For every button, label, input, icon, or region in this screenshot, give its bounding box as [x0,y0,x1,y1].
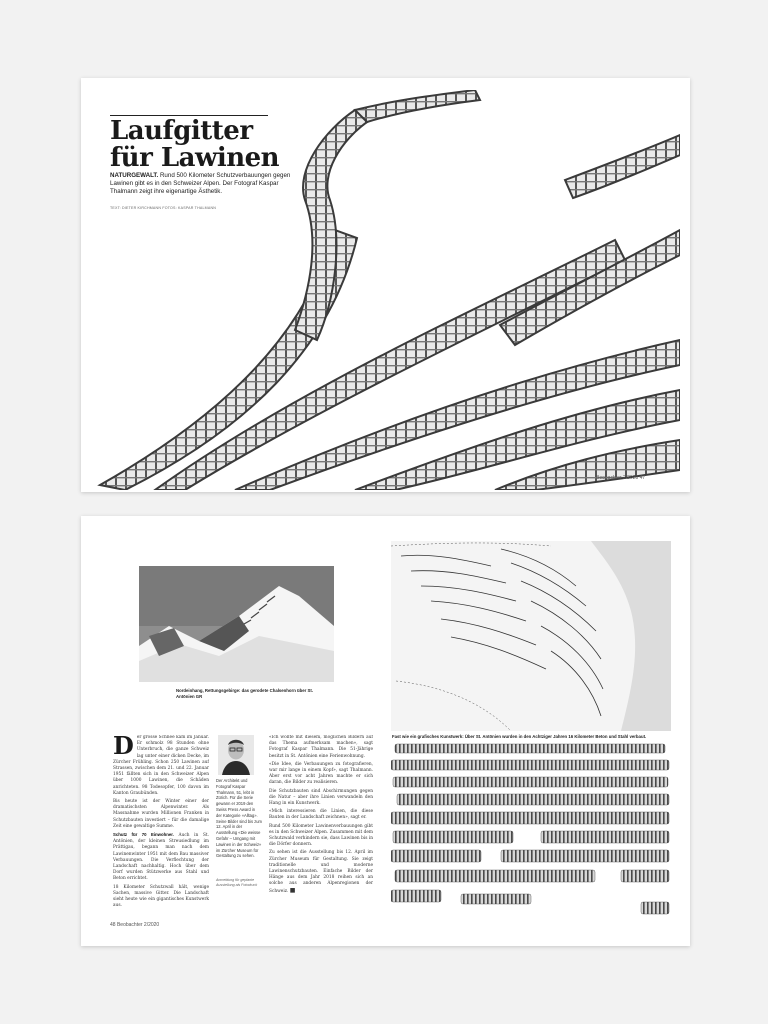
headline-line-1: Laufgitter [110,116,253,146]
author-bio: Der Architekt und Fotograf Kaspar Thalmann, 51, lebt in Zürich. Für die Serie gewann er 2019 den Swiss Press Award in der Kategorie «Alltag». Seine Bilder sind bis zum 12. April in der Ausstellung «Die weisse Gefahr – Umgang mit Lawinen in der Schweiz» im Zürcher Museum für Gestaltung zu sehen. [216,778,262,859]
author-portrait [218,735,254,775]
caption-mountain-photo: Nordeinhang, Rettungsgebirge: das gerodete Chalsenhorn über St. Antönien GR [176,688,314,699]
dropcap: D [113,735,134,760]
article-column-2 [269,735,373,921]
mountain-photo [139,566,334,682]
article-paragraph: Bis heute ist der Winter einer der dramatischsten Alpenwinter. Als Massnahme wurden Millionen Franken in Schutzbauten investiert – für die damalige Zeit eine gewaltige Summe. [113,799,209,829]
caption-snowfield-photo: Fast wie ein grafisches Kunstwerk: Über St. Antönien wurden in den Achtziger Jahren 16 Kilometer Beton und Stahl verbaut. [392,734,647,739]
article-paragraph [269,850,373,894]
article-paragraph: «Ich wollte mit diesem, möglichen Bildern auf das Thema aufmerksam machen», sagt Fotograf Kaspar Thalmann. Die 51-Jährige besitzt in St. Antönien eine Ferienwohnung. [269,735,373,759]
article-paragraph [113,832,209,883]
article-paragraph [113,735,209,797]
byline-credit: TEXT: DIETER KIRCHMANN FOTOS: KASPAR THALMANN [110,206,217,210]
article-paragraph: «Mich interessieren die Linien, die diese Bauten in der Landschaft zeichnen», sagt er. [269,809,373,821]
page-folio-bottom: 48 Beobachter 2/2020 [110,922,160,928]
headline-line-2: für Lawinen [110,143,280,173]
author-bio-note: Anmeldung für geplante Ausstellung als Fotodruck [216,878,258,887]
lead-paragraph [110,172,300,196]
article-text: er grosse Schnee kam im Januar. Er schmolz 98 Stunden ohne Unterbruch, die ganze Schweiz lag unter einer dicken Decke, im Zürcher Frühling. Schon 250 Lawinen auf Strassen, zwischen dem 21. und 22. Januar 1951 fällten sich in den Schweizer Alpen über 1000 Lawinen, die Schäden anrichteten. 98 Todesopfer, 100 davon im Kanton Graubünden. [113,735,209,796]
article-paragraph: «Die Idee, die Verbauungen zu fotografieren, war mir lange in einem Kopf», sagt Thalmann. Aber erst vor acht Jahren machte er sich daran, die Bilder zu realisieren. [269,761,373,786]
article-paragraph: Rund 500 Kilometer Lawinenverbauungen gibt es in den Schweizer Alpen. Zusammen mit dem Schutzwald verhindern sie, dass Lawinen bis in die Dörfer donnern. [269,823,373,848]
article-text: Zu sehen ist die Ausstellung bis 12. April im Zürcher Museum für Gestaltung. Sie zeigt traditionelle und moderne Lawinenschutzbauten. Einfache Bilder der Hänge aus dem Jahr 2018 reihen sich an solche aus anderen Alpenregionen der Schweiz. [269,850,373,894]
article-paragraph: Die Schutzbauten sind Abschirmungen gegen die Natur – aber ihre Linien verwandeln den Hang in ein Kunstwerk. [269,788,373,807]
snow-fence-rows-photo [391,742,673,918]
lead-text: Rund 500 Kilometer Schutzverbauungen gegen Lawinen gibt es in den Schweizer Alpen. Der Fotograf Kaspar Thalmann zeigt ihre eigenartige Ästhetik. [110,172,291,195]
snowfield-photo [391,541,671,731]
end-mark: ■ [289,886,296,894]
headline [110,118,310,172]
article-subhead: Schutz für 70 Einwohner. [113,832,174,838]
article-column-1 [113,735,209,917]
article-text: Auch in St. Antönien, der kleinen Streusiedlung im Prättigau, begann man nach dem Lawinenwinter 1951 mit dem Bau massiver Verbauungen. Die Verflechtung der Landschaft nachhaltig. Hoch über dem Dorf wurden Stützwerke aus Stahl und Beton errichtet. [113,833,209,882]
page-folio-top: Beobachter 2/2020 47 [596,475,646,481]
lead-kicker: NATURGEWALT. [110,172,159,179]
article-paragraph: 18 Kilometer Schutzwall hält, wenige Sachen, massive Gitter. Die Landschaft sieht heute wie ein gigantisches Kunstwerk aus. [113,884,209,909]
